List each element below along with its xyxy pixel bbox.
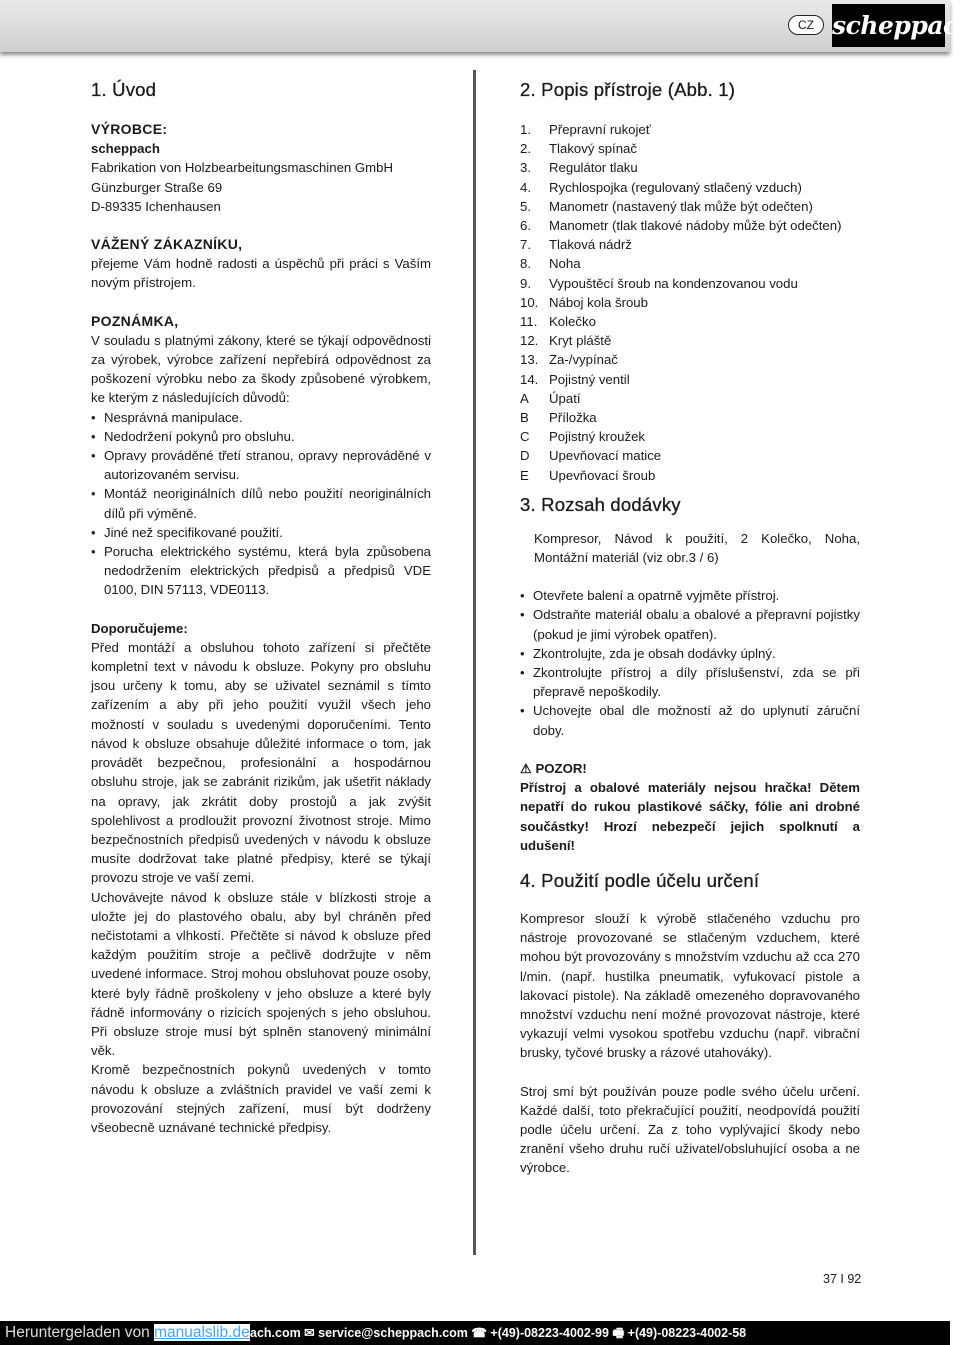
part-label: Za-/vypínač [549,352,618,368]
part-number: 11. [520,314,538,330]
part-number: 8. [520,256,531,272]
section-title-description: 2. Popis přístroje (Abb. 1) [520,79,736,100]
part-number: 5. [520,198,531,214]
part-number: E [520,467,529,483]
part-label: Rychlospojka (regulovaný stlačený vzduch) [549,179,802,195]
part-number: 7. [520,237,531,253]
download-note [5,1322,250,1344]
left-column [91,78,431,1137]
list-item [520,178,860,197]
section-title-intended-use: 4. Použití podle účelu určení [520,869,760,891]
page-header [0,0,975,52]
part-label: Příložka [549,410,597,426]
warning-label: POZOR! [535,760,587,776]
recommend-paragraph: Před montáží a obsluhou tohoto zařízení si přečtěte kompletní text v návodu k obsluze. Pokyny pro obsluhu jsou určeny k tomu, aby se uživatel seznámil s tímto zařízením a aby při jeho použití využil všech jeho možností v souladu s uvedenými doporučeními. Tento návod k obsluze obsahuje důležité informace o tom, jak provádět bezpečnou, profesionální a hospodárnou obsluhu stroje, jak se zabránit rizikům, jak ušetřit náklady na opravy, jak zkrátit doby prostojů a jak zvýšit spolehlivost a prodloužit provozní životnost stroje. Mimo bezpečnostních předpisů uvedených v návodu k obsluze musíte dodržovat take platné předpisy, které se týkají provozu stroje ve vaší zemi. [91,639,431,886]
contact-info: ach.com ✉ service@scheppach.com ☎ +(49)-08223-4002-99 🖷 +(49)-08223-4002-58 [250,1326,747,1340]
section-title-scope: 3. Rozsah dodávky [520,493,681,515]
recommend-paragraph: Kromě bezpečnostních pokynů uvedených v tomto návodu k obsluze a zvláštních pravidel ve vaší zemi k provozování stejných zařízení, musí být dodrženy všeobecně uznávané technické předpisy. [91,1062,431,1135]
part-label: Manometr (nastavený tlak může být odečten) [549,198,813,214]
list-item: • Zkontrolujte přístroj a díly příslušenství, zda se při přepravě nepoškodily. [520,663,860,701]
part-number: A [520,390,529,406]
part-label: Tlaková nádrž [549,237,632,253]
part-label: Manometr (tlak tlakové nádoby může být odečten) [549,218,842,234]
list-item: • Otevřete balení a opatrně vyjměte přístroj. [520,586,860,605]
part-number: 1. [520,122,531,137]
part-label: Pojistný kroužek [549,429,646,445]
address-line: D-89335 Ichenhausen [91,198,221,214]
column-divider [473,70,476,1255]
company-name: scheppach [91,141,160,157]
list-item [520,120,860,139]
scope-text: Kompresor, Návod k použití, 2 Kolečko, Noha, Montážní materiál (viz obr.3 / 6) [534,530,860,566]
part-label: Vypouštěcí šroub na kondenzovanou vodu [549,275,798,291]
list-item [520,254,860,273]
part-number: C [520,429,530,445]
list-item [520,408,860,427]
part-number: 13. [520,352,539,368]
list-item: • Zkontrolujte, zda je obsah dodávky úplný. [520,644,860,663]
part-number: 12. [520,333,539,349]
list-item [520,293,860,312]
list-item: • Opravy prováděné třetí stranou, opravy neprováděné v autorizovaném servisu. [91,446,431,484]
list-item [520,466,860,485]
list-item [520,139,860,158]
part-number: 14. [520,371,539,387]
part-label: Úpatí [549,390,581,406]
part-number: 2. [520,141,531,157]
list-item: • Jiné než specifikované použití. [91,523,431,542]
page-footer [0,1321,950,1345]
customer-text: přejeme Vám hodně radosti a úspěchů při práci s Vaším novým přístrojem. [91,256,431,291]
scheppach-logo: scheppach [832,4,945,47]
note-bullet-list [91,408,431,600]
part-label: Tlakový spínač [549,141,637,157]
part-number: 4. [520,179,531,195]
part-number: 3. [520,160,531,176]
list-item: • Nesprávná manipulace. [91,408,431,427]
list-item [520,235,860,254]
part-label: Upevňovací šroub [549,467,656,483]
address-line: Günzburger Straße 69 [91,179,223,195]
use-paragraph: Kompresor slouží k výrobě stlačeného vzduchu pro nástroje provozované se stlačeným vzduchem, které mohou být provozovány s množstvím vzduchu až cca 270 l/min. (např. hustilka pneumatik, vyfukovací pistole a lakovací pistole). Na základě omezeného dopravovaného množství vzduchu není možné provozovat nástroje, které vykazují velmi vysokou spotřebu vzduchu (např. vibrační brusky, tyčové brusky a rázové utahováky). [520,910,860,1061]
warning-heading [520,759,860,778]
download-prefix: Heruntergeladen von [5,1324,155,1341]
list-item: • Porucha elektrického systému, která byla způsobena nedodržením elektrických předpisů a předpisů VDE 0100, DIN 57113, VDE0113. [91,542,431,600]
part-label: Noha [549,256,581,272]
part-label: Náboj kola šroub [549,294,648,310]
note-label: POZNÁMKA, [91,312,179,329]
parts-list [520,120,860,485]
part-number: 9. [520,275,531,291]
list-item [520,274,860,293]
part-label: Přepravní rukojeť [549,122,651,137]
list-item [520,158,860,177]
warning-triangle-icon: ⚠ [520,760,532,776]
part-label: Upevňovací matice [549,448,662,464]
address-line: Fabrikation von Holzbearbeitungsmaschinen GmbH [91,160,393,176]
part-label: Regulátor tlaku [549,160,638,176]
part-label: Kryt pláště [549,333,612,349]
list-item [520,197,860,216]
manualslib-link[interactable]: manualslib.de [154,1324,250,1341]
part-label: Kolečko [549,314,596,330]
part-number: 6. [520,218,531,234]
part-number: 10. [520,294,539,310]
list-item: • Odstraňte materiál obalu a obalové a přepravní pojistky (pokud je jimi výrobek opatřen). [520,605,860,643]
list-item [520,446,860,465]
recommend-label: Doporučujeme: [91,620,188,636]
page-number: 37 I 92 [823,1272,862,1286]
list-item: • Nedodržení pokynů pro obsluhu. [91,427,431,446]
recommend-paragraph: Uchovávejte návod k obsluze stále v blízkosti stroje a uložte jej do plastového obalu, aby byl chráněn před nečistotami a vlhkostí. Přečtěte si návod k obsluze před každým použitím stroje a pečlivě dodržujte v něm uvedené informace. Stroj mohou obsluhovat pouze osoby, které byly řádně proškoleny v jeho obsluze a které byly řádně informovány o rizicích spojených s jeho obsluhou. Při obsluze stroje musí být splněn stanovený minimální věk. [91,889,431,1059]
list-item [520,216,860,235]
section-title-intro: 1. Úvod [91,79,157,100]
language-badge: CZ [788,15,824,35]
part-label: Pojistný ventil [549,371,630,387]
part-number: D [520,448,530,464]
list-item [520,370,860,389]
part-number: B [520,410,529,426]
list-item: • Uchovejte obal dle možností až do uplynutí záruční doby. [520,701,860,739]
right-column [520,78,860,1178]
list-item [520,331,860,350]
list-item [520,350,860,369]
use-paragraph: Stroj smí být používán pouze podle svého účelu určení. Každé další, toto překračující použití, neodpovídá použití podle účelu určení. Za z toho vyplývající škody nebo zranění všeho druhu ručí uživatel/obsluhující osoba a ne výrobce. [520,1083,860,1176]
customer-label: VÁŽENÝ ZÁKAZNÍKU, [91,236,243,253]
warning-text: Přístroj a obalové materiály nejsou hračka! Dětem nepatří do rukou plastikové sáčky, fólie ani drobné součástky! Hrozí nebezpečí jejich spolknutí a udušení! [520,780,860,853]
list-item [520,312,860,331]
list-item [520,389,860,408]
note-text: V souladu s platnými zákony, které se týkají odpovědnosti za výrobek, výrobce zařízení nepřebírá odpovědnost za poškození výrobku nebo za škody způsobené výrobkem, ke kterým z následujících důvodů: [91,332,431,406]
manufacturer-label: VÝROBCE: [91,121,168,137]
list-item [520,427,860,446]
scope-bullet-list [520,586,860,740]
list-item: • Montáž neoriginálních dílů nebo použití neoriginálních dílů při výměně. [91,484,431,522]
